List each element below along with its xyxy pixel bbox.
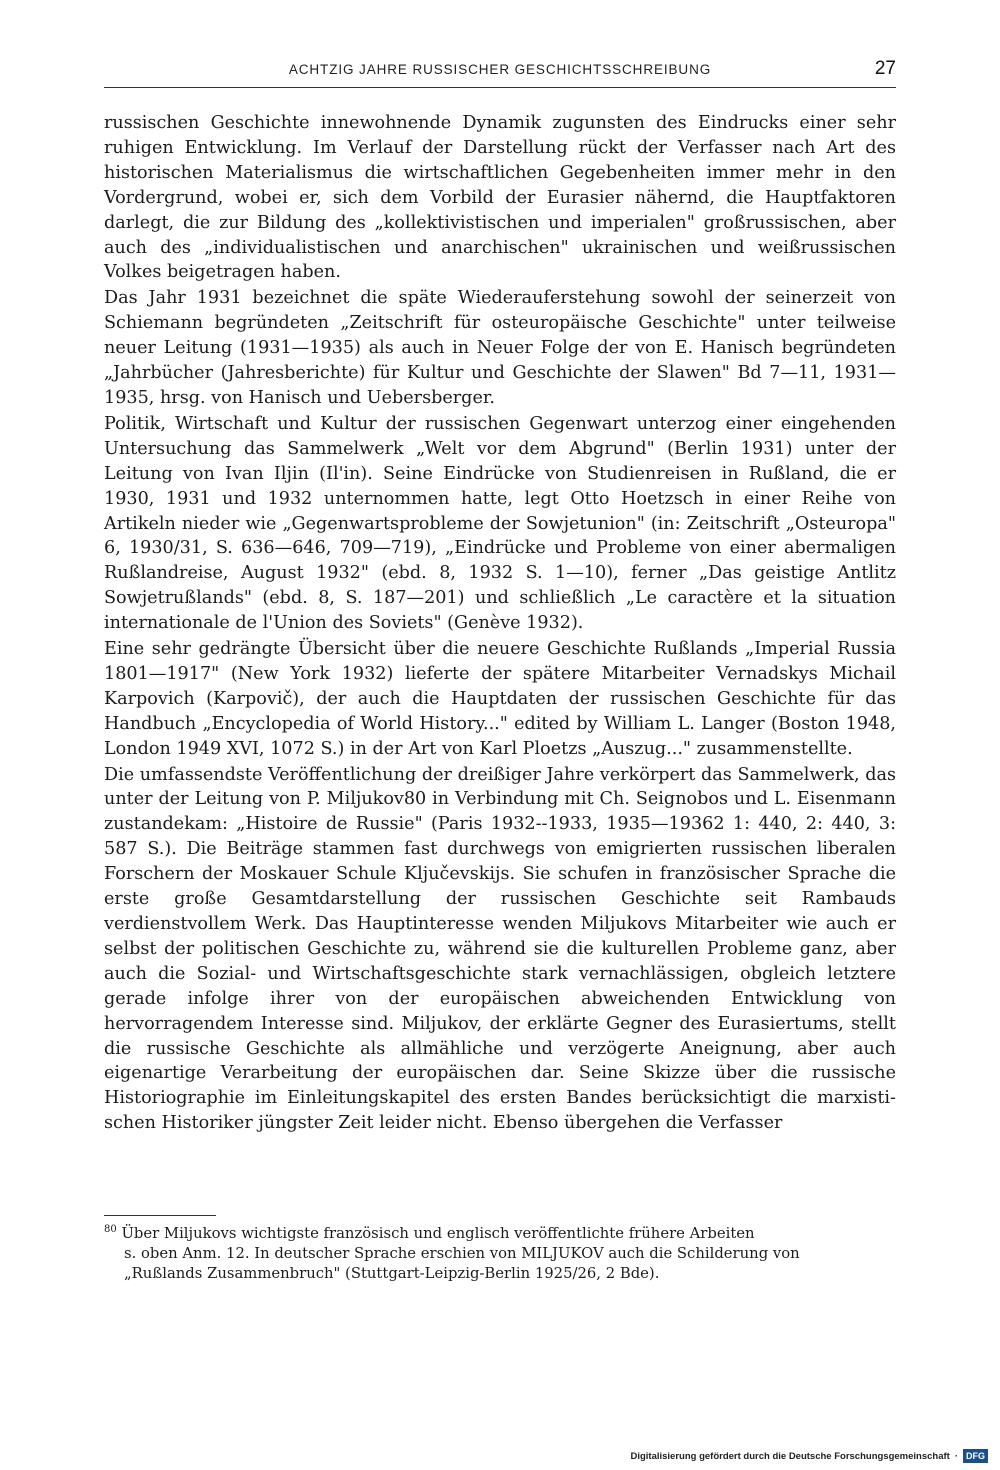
footnote-rule xyxy=(104,1215,216,1216)
header-rule xyxy=(104,87,896,88)
footnote-line: Über Miljukovs wichtigste französisch und englisch veröffentlichte frühere Arbeiten xyxy=(121,1225,755,1242)
running-head: ACHTZIG JAHRE RUSSISCHER GESCHICHTSSCHREIBUNG xyxy=(288,62,712,77)
credit-text: Digitalisierung gefördert durch die Deutsche Forschungsgemeinschaft xyxy=(630,1450,950,1462)
footnote-marker: 80 xyxy=(104,1224,117,1236)
page-number: 27 xyxy=(874,58,896,79)
paragraph: Eine sehr gedrängte Übersicht über die neuere Geschichte Rußlands „Imperial Russia 1801—1917" (New York 1932) lieferte der spätere Mitarbeiter Vernadskys Michail Karpovich (Karpovič), der auch die Hauptdaten der russischen Geschichte für das Handbuch „Encyclopedia of World History..." edited by William L. Langer (Boston 1948, London 1949 XVI, 1072 S.) in der Art von Karl Ploetzs „Auszug..." zusammenstellte. xyxy=(104,639,896,759)
page-header xyxy=(104,60,896,84)
footnote xyxy=(104,1224,896,1284)
paragraph: russischen Geschichte innewohnende Dynamik zugunsten des Eindrucks einer sehr ruhigen Entwicklung. Im Verlauf der Darstellung rückt der Verfasser nach Art des historischen Materialismus die wirtschaftlichen Gegebenheiten immer mehr in den Vordergrund, wobei er, sich dem Vorbild der Eurasier nähernd, die Hauptfaktoren darlegt, die zur Bildung des „kollektivistischen und imperialen" großrussischen, aber auch des „individualistischen und anarchischen" ukrainischen und weißrussischen Volkes beigetragen haben. xyxy=(104,113,896,283)
footnote-line: s. oben Anm. 12. In deutscher Sprache erschien von MILJUKOV auch die Schilderung von xyxy=(124,1245,800,1262)
digitization-credit: Digitalisierung gefördert durch die Deutsche Forschungsgemeinschaft · DFG xyxy=(630,1448,988,1464)
footnote-line: „Rußlands Zusammenbruch" (Stuttgart-Leipzig-Berlin 1925/26, 2 Bde). xyxy=(124,1265,660,1282)
paragraph: Das Jahr 1931 bezeichnet die späte Wiederauferstehung sowohl der seinerzeit von Schiemann begründeten „Zeitschrift für osteuropäische Geschichte" unter teilweise neuer Leitung (1931—1935) als auch in Neuer Folge der von E. Hanisch begründeten „Jahrbücher (Jahresberichte) für Kultur und Geschichte der Slawen" Bd 7—11, 1931—1935, hrsg. von Hanisch und Uebersberger. xyxy=(104,288,896,408)
dfg-logo-icon: DFG xyxy=(963,1449,988,1463)
body-text xyxy=(104,111,896,1136)
paragraph: Politik, Wirtschaft und Kultur der russischen Gegenwart unterzog einer eingehenden Untersuchung das Sammelwerk „Welt vor dem Abgrund" (Berlin 1931) unter der Leitung von Ivan Iljin (Il'in). Seine Eindrücke von Studienreisen in Rußland, die er 1930, 1931 und 1932 unternommen hatte, legt Otto Hoetzsch in einer Reihe von Artikeln nieder wie „Gegenwartsprobleme der Sowjetunion" (in: Zeitschrift „Osteuropa" 6, 1930/31, S. 636—646, 709—719), „Eindrücke und Probleme von einer abermaligen Rußlandreise, August 1932" (ebd. 8, 1932 S. 1—10), ferner „Das geistige Antlitz Sowjetrußlands" (ebd. 8, S. 187—201) und schließlich „Le caractère et la situation internationale de l'Union des Soviets" (Genève 1932). xyxy=(104,413,896,634)
paragraph: Die umfassendste Veröffentlichung der dreißiger Jahre verkörpert das Sammelwerk, das unter der Leitung von P. Miljukov80 in Verbindung mit Ch. Seignobos und L. Eisenmann zustandekam: „Histoire de Russie" (Paris 1932--1933, 1935—19362 1: 440, 2: 440, 3: 587 S.). Die Beiträge stammen fast durchwegs von emigrierten russischen liberalen Forschern der Moskauer Schule Ključevskijs. Sie schufen in französischer Sprache die erste große Gesamtdarstellung der russischen Geschichte seit Rambauds verdienstvollem Werk. Das Hauptinteresse wenden Miljukovs Mitarbeiter wie auch er selbst der politischen Geschichte zu, während sie die kulturellen Probleme ganz, aber auch die Sozial- und Wirtschaftsgeschichte stark vernachlässigen, obgleich letztere gerade infolge ihrer von der europäischen abweichenden Entwicklung von hervorragendem Interesse sind. Miljukov, der erklärte Gegner des Eurasiertums, stellt die russische Geschichte als allmähliche und verzögerte Aneignung, aber auch eigenartige Verarbeitung der europäischen dar. Seine Skizze über die russische Historiographie im Einleitungskapitel des ersten Bandes berücksichtigt die marxistischen Historiker jüngster Zeit leider nicht. Ebenso übergehen die Verfasser xyxy=(104,764,896,1134)
